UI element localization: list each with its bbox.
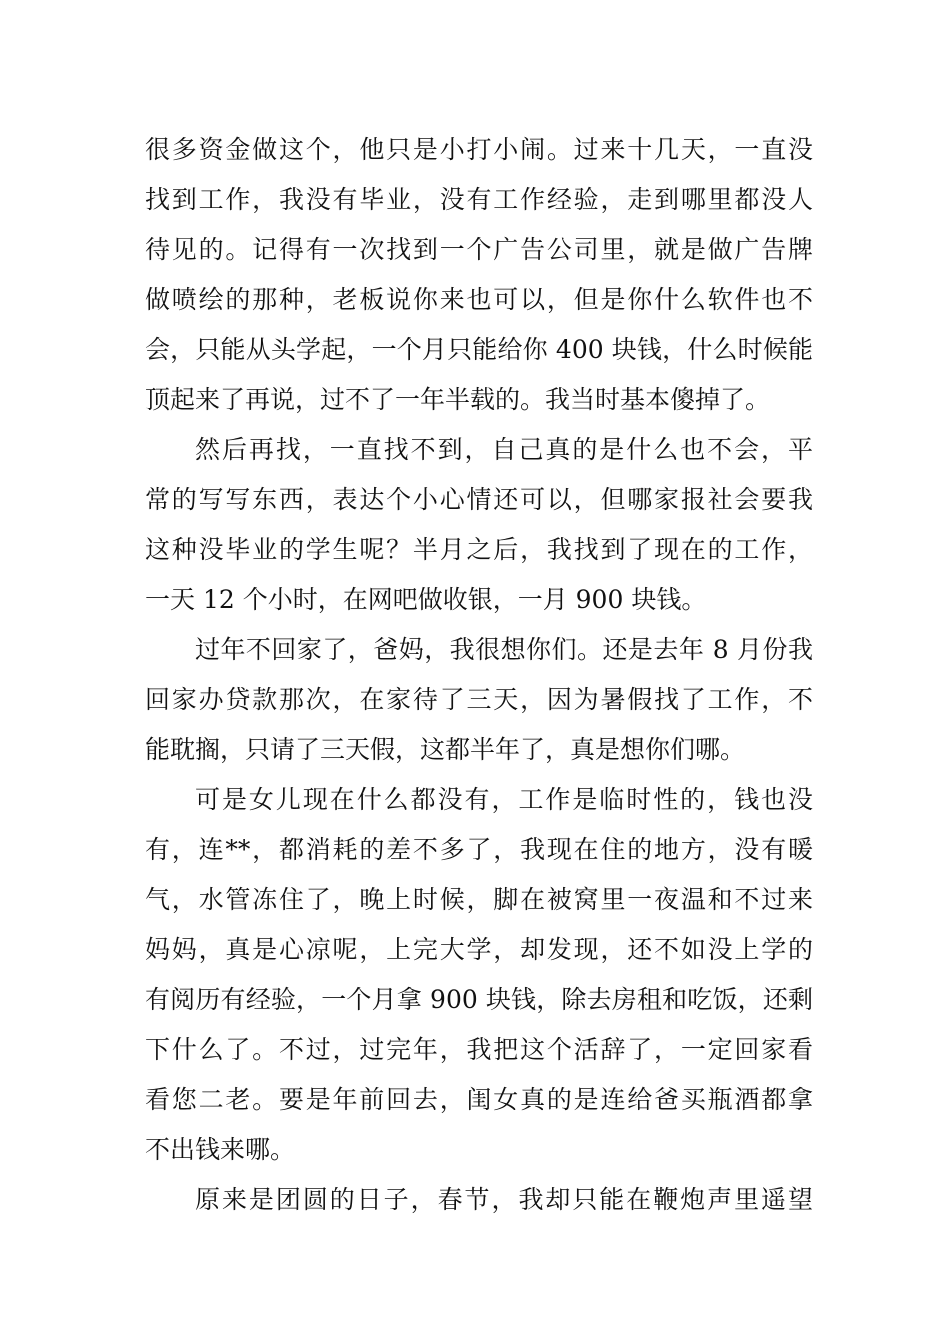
text-line: 待见的。记得有一次找到一个广告公司里，就是做广告牌 bbox=[145, 235, 813, 264]
text-line: 常的写写东西，表达个小心情还可以，但哪家报社会要我 bbox=[145, 485, 813, 514]
text-line: 下什么了。不过，过完年，我把这个活辞了，一定回家看 bbox=[145, 1035, 813, 1064]
paragraph-first-line: 过年不回家了，爸妈，我很想你们。还是去年 8 月份我 bbox=[195, 635, 813, 664]
text-line: 找到工作，我没有毕业，没有工作经验，走到哪里都没人 bbox=[145, 185, 813, 214]
text-line: 有阅历有经验，一个月拿 900 块钱，除去房租和吃饭，还剩 bbox=[145, 985, 813, 1014]
text-line: 做喷绘的那种，老板说你来也可以，但是你什么软件也不 bbox=[145, 285, 813, 314]
text-line: 顶起来了再说，过不了一年半载的。我当时基本傻掉了。 bbox=[145, 385, 771, 414]
text-line: 很多资金做这个，他只是小打小闹。过来十几天，一直没 bbox=[145, 135, 813, 164]
text-line: 会，只能从头学起，一个月只能给你 400 块钱，什么时候能 bbox=[145, 335, 813, 364]
text-line: 能耽搁，只请了三天假，这都半年了，真是想你们哪。 bbox=[145, 735, 746, 764]
paragraph-first-line: 可是女儿现在什么都没有，工作是临时性的，钱也没 bbox=[195, 785, 813, 814]
paragraph-first-line: 原来是团圆的日子，春节，我却只能在鞭炮声里遥望 bbox=[195, 1185, 813, 1214]
text-line: 气，水管冻住了，晚上时候，脚在被窝里一夜温和不过来 bbox=[145, 885, 813, 914]
text-line: 妈妈，真是心凉呢，上完大学，却发现，还不如没上学的 bbox=[145, 935, 813, 964]
text-line: 这种没毕业的学生呢？半月之后，我找到了现在的工作， bbox=[145, 535, 813, 564]
text-line: 一天 12 个小时，在网吧做收银，一月 900 块钱。 bbox=[145, 585, 707, 614]
text-line: 回家办贷款那次，在家待了三天，因为暑假找了工作，不 bbox=[145, 685, 813, 714]
text-line: 看您二老。要是年前回去，闺女真的是连给爸买瓶酒都拿 bbox=[145, 1085, 813, 1114]
text-line: 有，连**，都消耗的差不多了，我现在住的地方，没有暖 bbox=[145, 835, 813, 864]
text-line: 不出钱来哪。 bbox=[145, 1135, 296, 1164]
paragraph-first-line: 然后再找，一直找不到，自己真的是什么也不会，平 bbox=[195, 435, 813, 464]
document-body bbox=[145, 125, 813, 1225]
